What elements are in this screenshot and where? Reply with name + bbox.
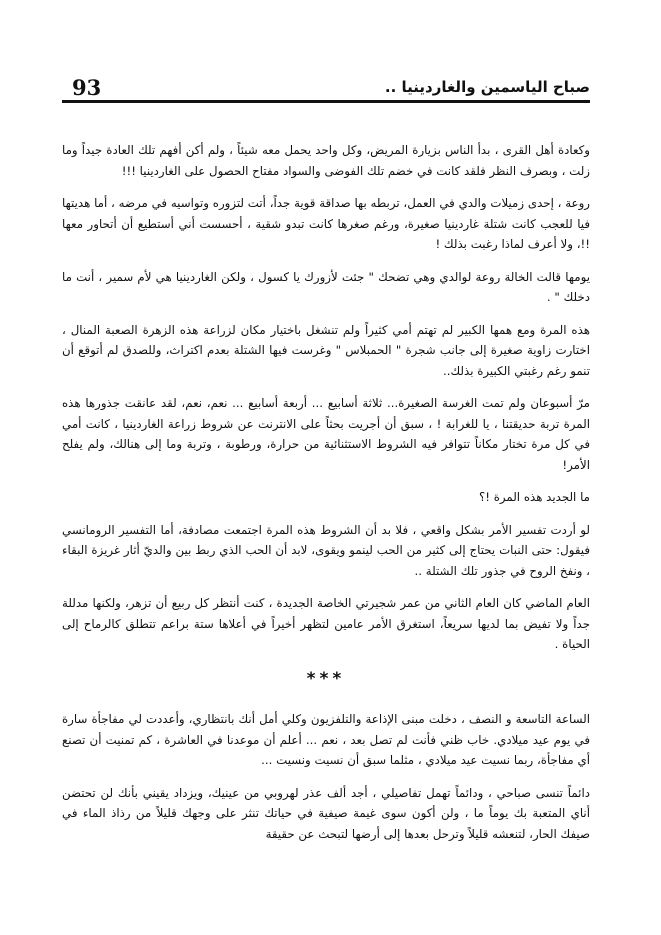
paragraph: دائماً تنسى صباحي ، ودائماً تهمل تفاصيلي ، أجد ألف عذر لهروبي من عينيك، ويزداد يقيني بأنك لن تحتضن أناي المتعبة بك يوماً ما ، ولن أكون سوى غيمة صيفية في حياتك تنثر على وجهك قليلاً من رذاذ الماء في صيفك الحار، لتنعشه قليلاً وترحل بعدها إلى أرضها لتبحث عن حقيقة [62,785,590,841]
paragraph: العام الماضي كان العام الثاني من عمر شجيرتي الخاصة الجديدة ، كنت أنتظر كل ربيع أن تزهر، ولكنها مدللة جداً ولا تفيض بما لديها سريعاً، استغرق الأمر عامين لتظهر أخيراً في أعلاها ستة براعم تتطلق كالرماح إلى الحياة . [62,596,590,651]
header-rule [62,100,590,103]
page-header [62,76,590,102]
paragraph: هذه المرة ومع همها الكبير لم تهتم أمي كثيراً ولم تنشغل باختيار مكان لزراعة هذه الزهرة الصعبة المنال ، اختارت زاوية صغيرة إلى جانب شجرة " الحمبلاس " وغرست فيها الشتلة بعدم اكتراث، وللصدق لم أتوقع أن تنمو رغم رغبتي الكبيرة بذلك.. [62,322,590,378]
paragraph: روعة ، إحدى زميلات والدي في العمل، تربطه بها صداقة قوية جداً، أتت لتزوره وتواسيه في مرضه ، أما هديتها فيا للعجب كانت شتلة غاردينيا صغيرة، ورغم صغرها كانت تبدو شقية ، أحسست أني أستطيع أن أتحاور معها !!، ولا أعرف لماذا رغبت بذلك ! [62,196,590,251]
paragraph: لو أردت تفسير الأمر بشكل واقعي ، فلا بد أن الشروط هذه المرة اجتمعت مصادفة، أما التفسير الرومانسي فيقول: حتى النبات يحتاج إلى كثير من الحب لينمو ويقوى، لابد أن الحب الذي ربط بين والديّ أثار غريزة البقاء ، ونفخ الروح في جذور تلك الشتلة .. [62,522,590,578]
body-text [62,140,590,870]
paragraph: ما الجديد هذه المرة !؟ [478,490,590,504]
paragraph: يومها قالت الخالة روعة لوالدي وهي تضحك " جئت لأزورك يا كسول ، ولكن الغاردينيا هي لأم سمير ، أنت ما دخلك " . [62,269,590,304]
section-separator: *** [306,668,346,689]
page-number: 93 [72,75,102,100]
paragraph: مرّ أسبوعان ولم تمت الغرسة الصغيرة... ثلاثة أسابيع ... أربعة أسابيع ... نعم، نعم، لقد عانقت جذورها هذه المرة تربة حديقتنا ، يا للغرابة ! ، سبق أن أجريت بحثاً على الانترنت عن شروط زراعة الغاردينيا ، كانت أمي في كل مرة تختار مكاناً تتوافر فيه الشروط الاستثنائية من حرارة، ورطوبة ، وتربة وما إلى هنالك، ولم يفلح الأمر! [62,396,590,472]
running-title: صباح الياسمين والغاردينيا .. [384,78,590,96]
paragraph: وكعادة أهل القرى ، بدأ الناس بزيارة المريض، وكل واحد يحمل معه شيئاً ، ولم أكن أفهم تلك العادة جيداً وما زلت ، وبصرف النظر فلقد كانت في خضم تلك الفوضى والسواد مفتاح الحصول على الغاردينيا !!! [62,143,590,178]
paragraph: الساعة التاسعة و النصف ، دخلت مبنى الإذاعة والتلفزيون وكلي أمل أنك بانتظاري، وأعددت لي مفاجأة سارة في يوم عيد ميلادي. خاب ظني فأنت لم تصل بعد ، نعم ... أعلم أن موعدنا في العاشرة ، كم تمنيت أن تصنع أي مفاجأة، ربما نسيت عيد ميلادي ، مثلما سبق أن نسيت ونسيت ... [62,712,590,767]
